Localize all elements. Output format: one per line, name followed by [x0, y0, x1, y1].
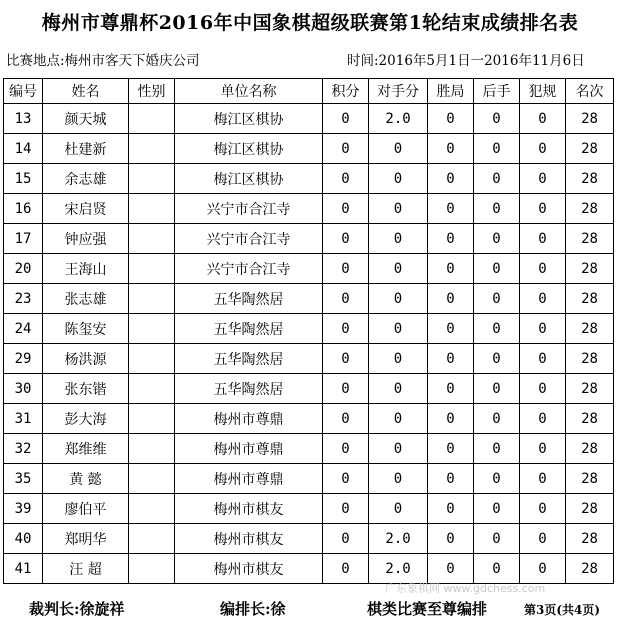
table-row — [4, 104, 614, 134]
cell-fouls: 0 — [520, 314, 566, 344]
cell-unit: 梅州市棋友 — [175, 494, 323, 524]
cell-points: 0 — [323, 194, 369, 224]
cell-name: 颜天城 — [43, 104, 129, 134]
cell-rank: 28 — [566, 104, 614, 134]
cell-name: 余志雄 — [43, 164, 129, 194]
cell-name: 王海山 — [43, 254, 129, 284]
column-header: 单位名称 — [175, 79, 323, 104]
cell-wins: 0 — [428, 104, 474, 134]
cell-id: 31 — [4, 404, 43, 434]
cell-name: 张志雄 — [43, 284, 129, 314]
cell-id: 17 — [4, 224, 43, 254]
cell-fouls: 0 — [520, 254, 566, 284]
cell-rank: 28 — [566, 434, 614, 464]
cell-gender — [129, 344, 175, 374]
cell-points: 0 — [323, 404, 369, 434]
cell-wins: 0 — [428, 254, 474, 284]
cell-fouls: 0 — [520, 344, 566, 374]
table-row — [4, 404, 614, 434]
cell-unit: 梅州市棋友 — [175, 554, 323, 584]
cell-name: 彭大海 — [43, 404, 129, 434]
cell-rank: 28 — [566, 224, 614, 254]
cell-black: 0 — [474, 314, 520, 344]
cell-unit: 五华陶然居 — [175, 374, 323, 404]
cell-fouls: 0 — [520, 404, 566, 434]
cell-wins: 0 — [428, 404, 474, 434]
cell-name: 汪 超 — [43, 554, 129, 584]
cell-black: 0 — [474, 224, 520, 254]
column-header: 名次 — [566, 79, 614, 104]
cell-unit: 梅州市尊鼎 — [175, 434, 323, 464]
cell-name: 陈玺安 — [43, 314, 129, 344]
table-header-row — [4, 79, 614, 104]
cell-id: 39 — [4, 494, 43, 524]
cell-name: 宋启贤 — [43, 194, 129, 224]
cell-fouls: 0 — [520, 164, 566, 194]
cell-gender — [129, 494, 175, 524]
cell-wins: 0 — [428, 434, 474, 464]
period-label: 时间:2016年5月1日一2016年11月6日 — [347, 53, 585, 69]
cell-opponent-score: 0 — [369, 284, 428, 314]
cell-name: 廖伯平 — [43, 494, 129, 524]
cell-black: 0 — [474, 404, 520, 434]
table-row — [4, 464, 614, 494]
cell-wins: 0 — [428, 134, 474, 164]
cell-opponent-score: 0 — [369, 434, 428, 464]
cell-gender — [129, 194, 175, 224]
cell-name: 杨洪源 — [43, 344, 129, 374]
cell-wins: 0 — [428, 524, 474, 554]
column-header: 编号 — [4, 79, 43, 104]
cell-gender — [129, 254, 175, 284]
cell-points: 0 — [323, 524, 369, 554]
page-indicator: 第3页(共4页) — [524, 603, 601, 617]
cell-opponent-score: 0 — [369, 314, 428, 344]
cell-fouls: 0 — [520, 374, 566, 404]
cell-points: 0 — [323, 434, 369, 464]
watermark: 广东象棋网 www.gdchess.com — [385, 582, 546, 595]
cell-id: 32 — [4, 434, 43, 464]
cell-black: 0 — [474, 164, 520, 194]
table-body — [4, 104, 614, 584]
cell-opponent-score: 2.0 — [369, 524, 428, 554]
cell-black: 0 — [474, 194, 520, 224]
cell-opponent-score: 0 — [369, 494, 428, 524]
cell-id: 35 — [4, 464, 43, 494]
cell-id: 13 — [4, 104, 43, 134]
cell-id: 29 — [4, 344, 43, 374]
cell-wins: 0 — [428, 464, 474, 494]
cell-id: 14 — [4, 134, 43, 164]
cell-rank: 28 — [566, 164, 614, 194]
cell-gender — [129, 404, 175, 434]
cell-opponent-score: 0 — [369, 224, 428, 254]
cell-gender — [129, 434, 175, 464]
cell-wins: 0 — [428, 194, 474, 224]
cell-id: 24 — [4, 314, 43, 344]
cell-points: 0 — [323, 224, 369, 254]
column-header: 对手分 — [369, 79, 428, 104]
cell-gender — [129, 134, 175, 164]
cell-opponent-score: 0 — [369, 344, 428, 374]
cell-black: 0 — [474, 284, 520, 314]
cell-unit: 兴宁市合江寺 — [175, 254, 323, 284]
table-row — [4, 134, 614, 164]
footer — [0, 598, 620, 620]
column-header: 性别 — [129, 79, 175, 104]
cell-black: 0 — [474, 254, 520, 284]
cell-opponent-score: 0 — [369, 254, 428, 284]
cell-wins: 0 — [428, 374, 474, 404]
cell-opponent-score: 2.0 — [369, 554, 428, 584]
cell-rank: 28 — [566, 134, 614, 164]
cell-opponent-score: 0 — [369, 164, 428, 194]
cell-unit: 五华陶然居 — [175, 314, 323, 344]
cell-rank: 28 — [566, 284, 614, 314]
table-row — [4, 344, 614, 374]
cell-fouls: 0 — [520, 194, 566, 224]
cell-points: 0 — [323, 134, 369, 164]
cell-black: 0 — [474, 524, 520, 554]
cell-fouls: 0 — [520, 464, 566, 494]
cell-name: 张东锴 — [43, 374, 129, 404]
cell-wins: 0 — [428, 494, 474, 524]
cell-opponent-score: 2.0 — [369, 104, 428, 134]
cell-points: 0 — [323, 284, 369, 314]
cell-rank: 28 — [566, 254, 614, 284]
cell-unit: 梅江区棋协 — [175, 134, 323, 164]
cell-unit: 兴宁市合江寺 — [175, 224, 323, 254]
cell-fouls: 0 — [520, 224, 566, 254]
cell-name: 钟应强 — [43, 224, 129, 254]
cell-rank: 28 — [566, 314, 614, 344]
cell-opponent-score: 0 — [369, 194, 428, 224]
cell-wins: 0 — [428, 554, 474, 584]
cell-opponent-score: 0 — [369, 374, 428, 404]
cell-rank: 28 — [566, 374, 614, 404]
cell-wins: 0 — [428, 284, 474, 314]
cell-id: 41 — [4, 554, 43, 584]
cell-fouls: 0 — [520, 494, 566, 524]
table-row — [4, 554, 614, 584]
cell-black: 0 — [474, 464, 520, 494]
cell-name: 杜建新 — [43, 134, 129, 164]
cell-rank: 28 — [566, 554, 614, 584]
table-row — [4, 284, 614, 314]
cell-unit: 五华陶然居 — [175, 284, 323, 314]
cell-rank: 28 — [566, 344, 614, 374]
referee-label: 裁判长:徐旋祥 — [29, 600, 125, 618]
table-row — [4, 374, 614, 404]
table-row — [4, 314, 614, 344]
cell-rank: 28 — [566, 494, 614, 524]
cell-fouls: 0 — [520, 284, 566, 314]
cell-points: 0 — [323, 464, 369, 494]
table-row — [4, 524, 614, 554]
cell-name: 黄 懿 — [43, 464, 129, 494]
results-table — [3, 78, 614, 584]
cell-id: 16 — [4, 194, 43, 224]
cell-fouls: 0 — [520, 524, 566, 554]
cell-unit: 五华陶然居 — [175, 344, 323, 374]
cell-unit: 梅州市尊鼎 — [175, 464, 323, 494]
cell-name: 郑维维 — [43, 434, 129, 464]
cell-black: 0 — [474, 494, 520, 524]
cell-name: 郑明华 — [43, 524, 129, 554]
cell-fouls: 0 — [520, 434, 566, 464]
cell-points: 0 — [323, 314, 369, 344]
cell-black: 0 — [474, 344, 520, 374]
cell-id: 23 — [4, 284, 43, 314]
cell-wins: 0 — [428, 314, 474, 344]
cell-points: 0 — [323, 164, 369, 194]
column-header: 姓名 — [43, 79, 129, 104]
cell-id: 15 — [4, 164, 43, 194]
cell-unit: 梅江区棋协 — [175, 164, 323, 194]
cell-points: 0 — [323, 494, 369, 524]
cell-points: 0 — [323, 344, 369, 374]
organizer-label: 棋类比赛至尊编排 — [367, 600, 488, 618]
cell-wins: 0 — [428, 164, 474, 194]
cell-rank: 28 — [566, 464, 614, 494]
cell-gender — [129, 314, 175, 344]
column-header: 犯规 — [520, 79, 566, 104]
cell-id: 30 — [4, 374, 43, 404]
cell-black: 0 — [474, 134, 520, 164]
cell-black: 0 — [474, 434, 520, 464]
page-title: 梅州市尊鼎杯2016年中国象棋超级联赛第1轮结束成绩排名表 — [41, 12, 579, 34]
cell-points: 0 — [323, 554, 369, 584]
cell-points: 0 — [323, 374, 369, 404]
cell-gender — [129, 554, 175, 584]
cell-gender — [129, 374, 175, 404]
cell-black: 0 — [474, 554, 520, 584]
cell-wins: 0 — [428, 224, 474, 254]
cell-points: 0 — [323, 104, 369, 134]
cell-fouls: 0 — [520, 554, 566, 584]
cell-opponent-score: 0 — [369, 134, 428, 164]
table-row — [4, 194, 614, 224]
cell-black: 0 — [474, 374, 520, 404]
column-header: 积分 — [323, 79, 369, 104]
column-header: 胜局 — [428, 79, 474, 104]
cell-gender — [129, 164, 175, 194]
cell-id: 40 — [4, 524, 43, 554]
cell-opponent-score: 0 — [369, 464, 428, 494]
table-row — [4, 224, 614, 254]
cell-unit: 梅州市尊鼎 — [175, 404, 323, 434]
table-row — [4, 494, 614, 524]
cell-rank: 28 — [566, 194, 614, 224]
cell-wins: 0 — [428, 344, 474, 374]
cell-fouls: 0 — [520, 104, 566, 134]
cell-gender — [129, 284, 175, 314]
cell-unit: 梅州市棋友 — [175, 524, 323, 554]
cell-gender — [129, 524, 175, 554]
column-header: 后手 — [474, 79, 520, 104]
table-row — [4, 164, 614, 194]
cell-gender — [129, 104, 175, 134]
table-row — [4, 254, 614, 284]
cell-rank: 28 — [566, 524, 614, 554]
cell-fouls: 0 — [520, 134, 566, 164]
cell-opponent-score: 0 — [369, 404, 428, 434]
cell-points: 0 — [323, 254, 369, 284]
table-row — [4, 434, 614, 464]
cell-gender — [129, 464, 175, 494]
cell-rank: 28 — [566, 404, 614, 434]
cell-id: 20 — [4, 254, 43, 284]
cell-unit: 梅江区棋协 — [175, 104, 323, 134]
arranger-label: 编排长:徐 — [220, 600, 286, 618]
venue-label: 比赛地点:梅州市客天下婚庆公司 — [6, 53, 200, 69]
cell-unit: 兴宁市合江寺 — [175, 194, 323, 224]
cell-black: 0 — [474, 104, 520, 134]
cell-gender — [129, 224, 175, 254]
